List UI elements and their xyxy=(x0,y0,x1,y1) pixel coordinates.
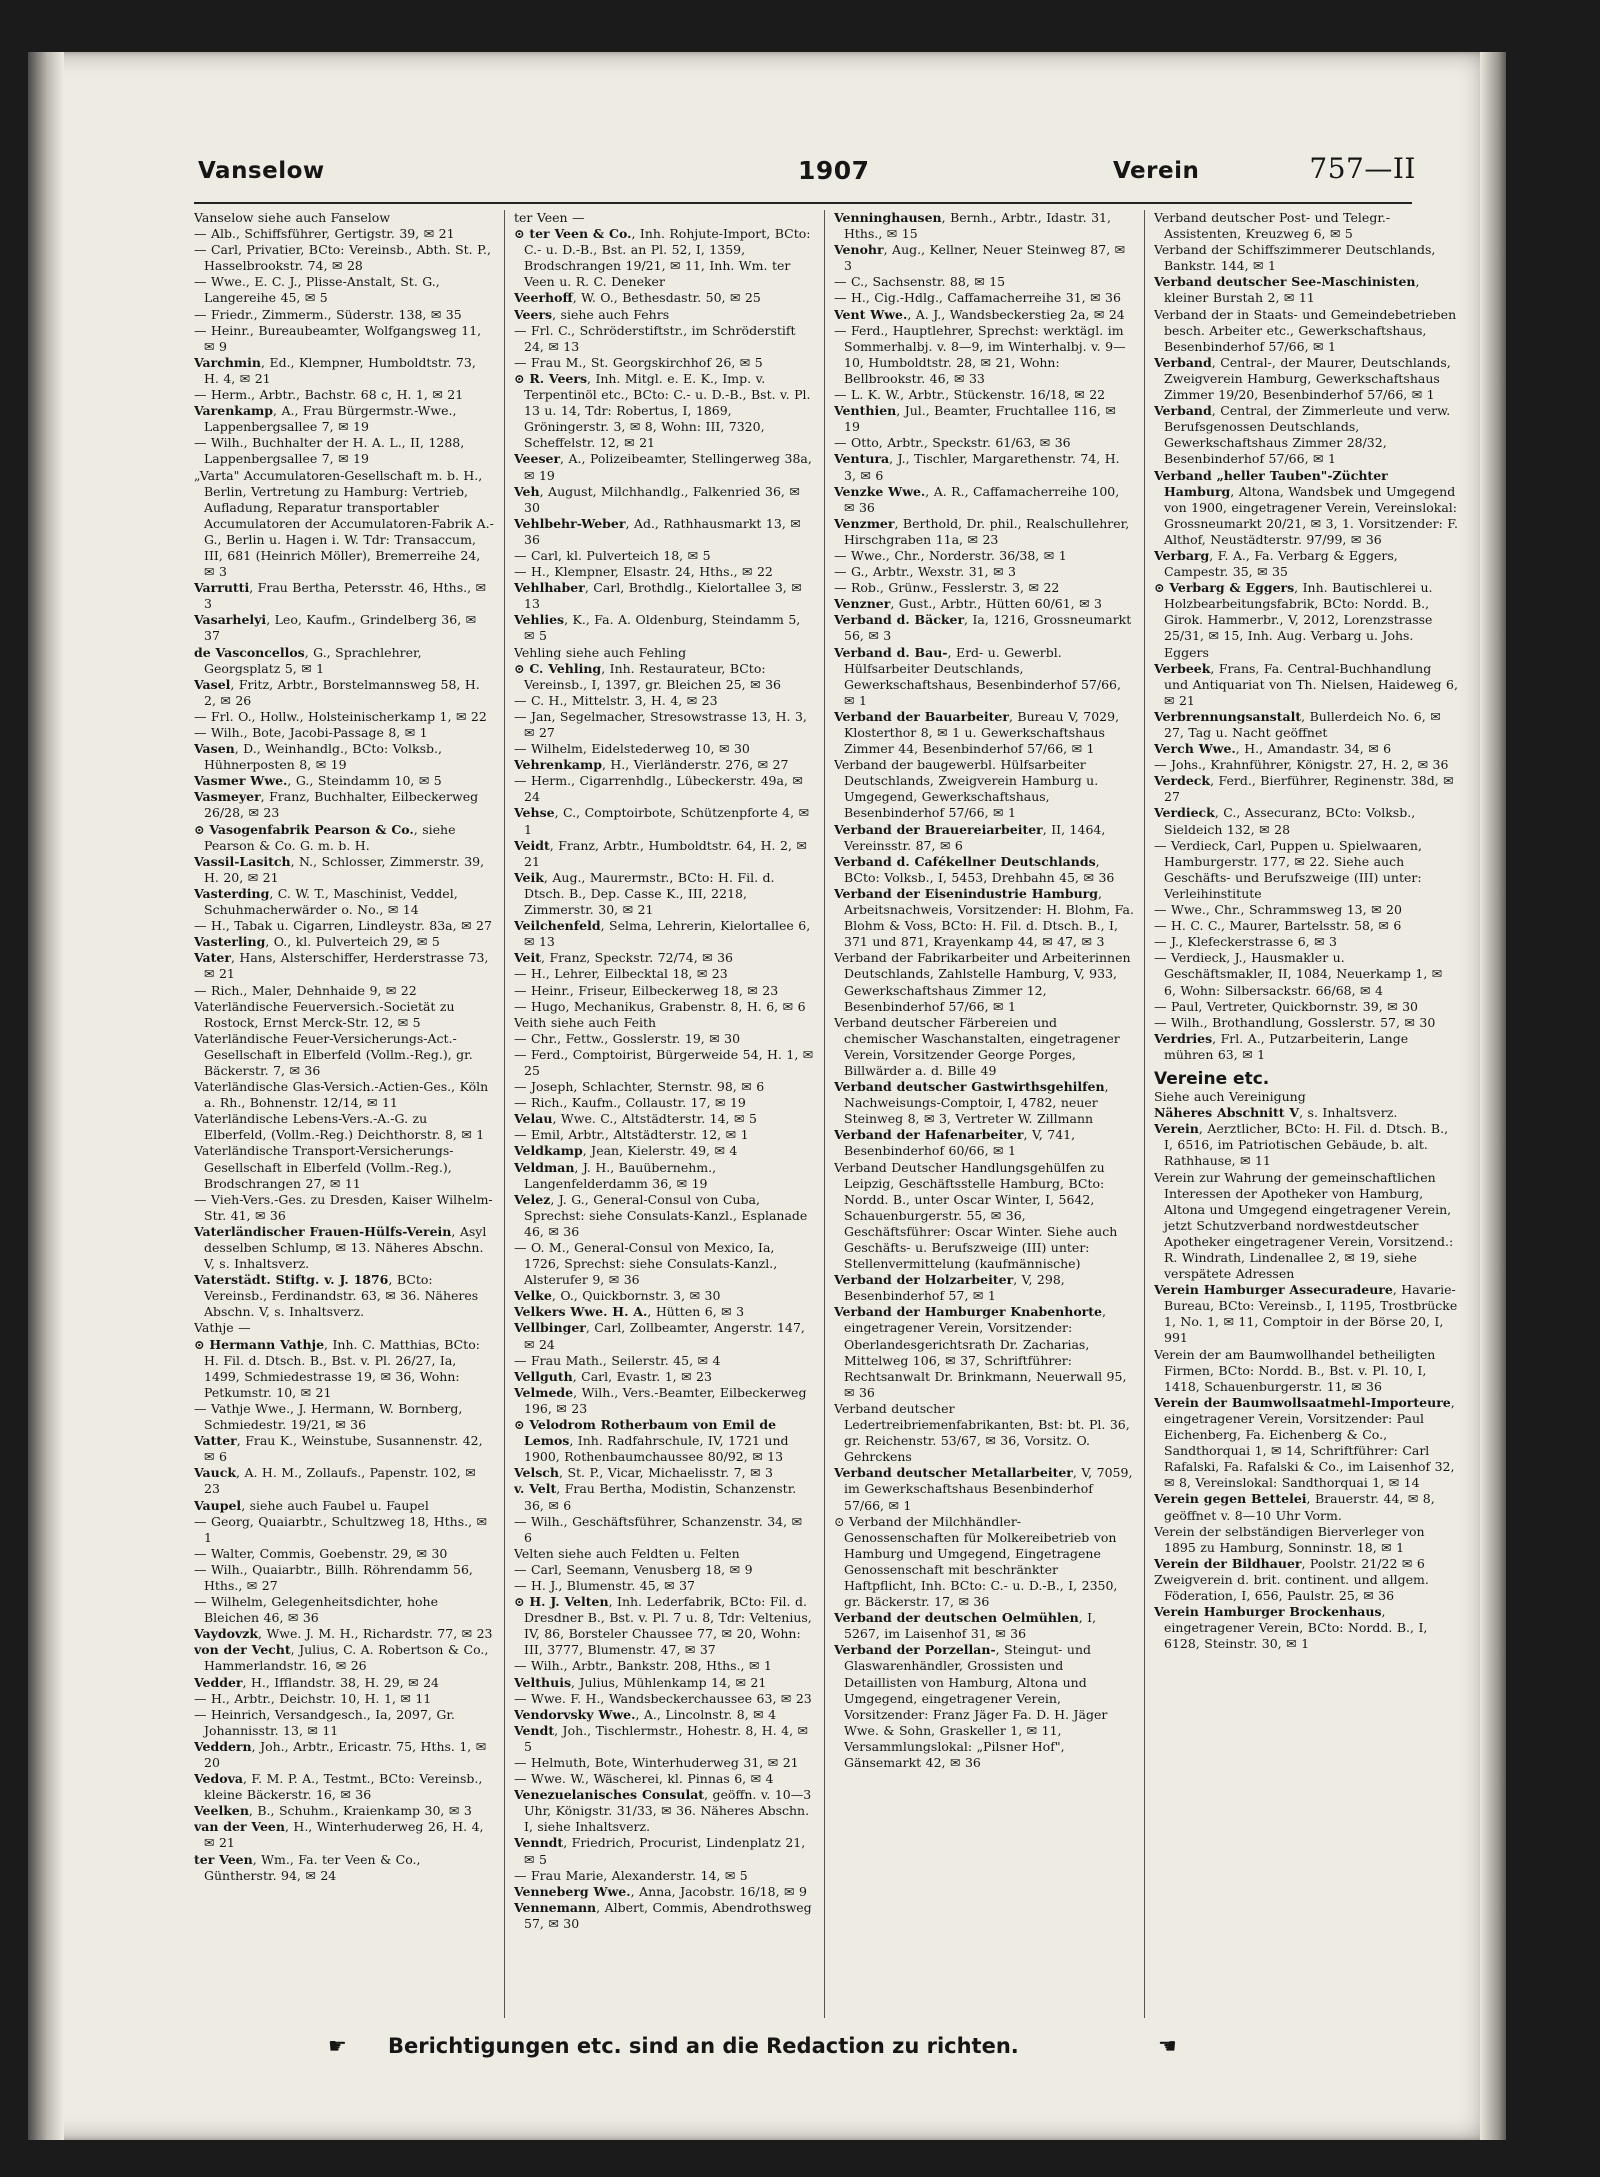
directory-entry: Verein gegen Bettelei, Brauerstr. 44, ✉ 8, geöffnet v. 8—10 Uhr Vorm. xyxy=(1154,1491,1435,1523)
directory-entry: Verein Hamburger Brockenhaus, eingetragener Verein, BCto: Nordd. B., I, 6128, Steinstr. 30, ✉ 1 xyxy=(1154,1604,1428,1652)
directory-entry: Velten siehe auch Feldten u. Felten xyxy=(514,1545,740,1561)
directory-entry: — Wwe., E. C. J., Plisse-Anstalt, St. G., Langereihe 45, ✉ 5 xyxy=(194,274,440,306)
directory-entry: — Johs., Krahnführer, Königstr. 27, H. 2, ✉ 36 xyxy=(1154,757,1449,773)
directory-entry: Veith siehe auch Feith xyxy=(514,1014,657,1030)
directory-entry: — Paul, Vertreter, Quickbornstr. 39, ✉ 30 xyxy=(1154,998,1419,1014)
directory-entry: v. Velt, Frau Bertha, Modistin, Schanzenstr. 36, ✉ 6 xyxy=(514,1481,797,1513)
directory-entry: Vauck, A. H. M., Zollaufs., Papenstr. 102, ✉ 23 xyxy=(194,1465,476,1497)
directory-entry: ⊙ Hermann Vathje, Inh. C. Matthias, BCto: H. Fil. d. Dtsch. B., Bst. v. Pl. 26/27, Ia, 1499, Schmiedestrasse 19, ✉ 36, Wohn: Petkumstr. 10, ✉ 21 xyxy=(194,1336,480,1400)
directory-entry: — Emil, Arbtr., Altstädterstr. 12, ✉ 1 xyxy=(514,1127,749,1143)
directory-entry: Venohr, Aug., Kellner, Neuer Steinweg 87, ✉ 3 xyxy=(834,242,1126,274)
directory-entry: — Wilh., Buchhalter der H. A. L., II, 1288, Lappenbergsallee 7, ✉ 19 xyxy=(194,435,465,467)
directory-entry: de Vasconcellos, G., Sprachlehrer, Georgsplatz 5, ✉ 1 xyxy=(194,644,422,676)
directory-entry: Verband der baugewerbl. Hülfsarbeiter Deutschlands, Zweigverein Hamburg u. Umgegend, Gewerkschaftshaus, Besenbinderhof 57/66, ✉ 1 xyxy=(834,757,1099,821)
column-3 xyxy=(834,210,1134,2018)
directory-entry: Verch Wwe., H., Amandastr. 34, ✉ 6 xyxy=(1154,741,1392,757)
directory-entry: — Frl. C., Schröderstiftstr., im Schröderstift 24, ✉ 13 xyxy=(514,322,796,354)
directory-entry: Velthuis, Julius, Mühlenkamp 14, ✉ 21 xyxy=(514,1674,767,1690)
directory-entry: — Wwe., Chr., Norderstr. 36/38, ✉ 1 xyxy=(834,547,1067,563)
directory-entry: — Helmuth, Bote, Winterhuderweg 31, ✉ 21 xyxy=(514,1755,799,1770)
directory-entry: ⊙ C. Vehling, Inh. Restaurateur, BCto: Vereinsb., I, 1397, gr. Bleichen 25, ✉ 36 xyxy=(514,660,781,692)
directory-entry: Vasmer Wwe., G., Steindamm 10, ✉ 5 xyxy=(194,773,442,789)
directory-entry: — Herm., Arbtr., Bachstr. 68 c, H. 1, ✉ 21 xyxy=(194,387,464,403)
directory-entry: Vaupel, siehe auch Faubel u. Faupel xyxy=(194,1497,429,1513)
directory-entry: Verband d. Cafékellner Deutschlands, BCto: Volksb., I, 5453, Drehbahn 45, ✉ 36 xyxy=(834,853,1115,885)
directory-entry: Verband der Eisenindustrie Hamburg, Arbeitsnachweis, Vorsitzender: H. Blohm, Fa. Blohm & Voss, BCto: H. Fil. d. Dtsch. B., I, 371 und 871, Krayenkamp 44, ✉ 47, ✉ 3 xyxy=(834,885,1134,950)
page-right-shadow xyxy=(1480,52,1506,2140)
directory-entry: Vasmeyer, Franz, Buchhalter, Eilbeckerweg 26/28, ✉ 23 xyxy=(194,789,479,821)
directory-entry: Vasterling, O., kl. Pulverteich 29, ✉ 5 xyxy=(194,934,440,950)
directory-entry: — Vathje Wwe., J. Hermann, W. Bornberg, Schmiedestr. 19/21, ✉ 36 xyxy=(194,1400,463,1433)
directory-entry: Verband „heller Tauben"-Züchter Hamburg, Altona, Wandsbek und Umgegend von 1900, eingetragener Verein, Vereinslokal: Grossneumarkt 20/21, ✉ 3, 1. Vorsitzender: F. Althof, Neustädterstr. 97/99, ✉ 36 xyxy=(1154,467,1458,547)
directory-entry: — Friedr., Zimmerm., Süderstr. 138, ✉ 35 xyxy=(194,306,462,322)
directory-entry: Vatter, Frau K., Weinstube, Susannenstr. 42, ✉ 6 xyxy=(194,1433,483,1465)
directory-entry: Verein der am Baumwollhandel betheiligten Firmen, BCto: Nordd. B., Bst. v. Pl. 10, I, 1418, Schauenburgerstr. 11, ✉ 36 xyxy=(1154,1346,1436,1394)
directory-entry: — Joseph, Schlachter, Sternstr. 98, ✉ 6 xyxy=(514,1079,765,1095)
directory-entry: Venzner, Gust., Arbtr., Hütten 60/61, ✉ 3 xyxy=(834,596,1103,612)
directory-entry: — Frau Marie, Alexanderstr. 14, ✉ 5 xyxy=(514,1867,748,1883)
column-1 xyxy=(194,210,494,2018)
directory-entry: — C. H., Mittelstr. 3, H. 4, ✉ 23 xyxy=(514,692,718,708)
directory-entry: Verband d. Bau-, Erd- u. Gewerbl. Hülfsarbeiter Deutschlands, Gewerkschaftshaus, Besenbinderhof 57/66, ✉ 1 xyxy=(834,644,1121,708)
directory-entry: — Wilh., Arbtr., Bankstr. 208, Hths., ✉ 1 xyxy=(514,1658,772,1674)
section-heading: Vereine etc. xyxy=(1154,1068,1270,1089)
directory-entry: Vater, Hans, Alsterschiffer, Herderstrasse 73, ✉ 21 xyxy=(194,950,489,982)
directory-entry: Veelken, B., Schuhm., Kraienkamp 30, ✉ 3 xyxy=(194,1803,472,1819)
directory-entry: Velke, O., Quickbornstr. 3, ✉ 30 xyxy=(514,1288,721,1304)
columns-container xyxy=(194,210,1458,2018)
running-header xyxy=(168,148,1416,190)
pointing-hand-left-icon: ☛ xyxy=(328,2034,347,2058)
directory-entry: — Frau M., St. Georgskirchhof 26, ✉ 5 xyxy=(514,354,763,370)
directory-entry: — Wwe., Chr., Schrammsweg 13, ✉ 20 xyxy=(1154,902,1402,918)
directory-entry: — Wilh., Quaiarbtr., Billh. Röhrendamm 56, Hths., ✉ 27 xyxy=(194,1561,473,1593)
directory-entry: — Wwe. W., Wäscherei, kl. Pinnas 6, ✉ 4 xyxy=(514,1771,774,1787)
directory-entry: Verband der Hamburger Knabenhorte, eingetragener Verein, Vorsitzender: Oberlandesgerichtsrath Dr. Zacharias, Mittelweg 106, ✉ 37, Schriftführer: Rechtsanwalt Dr. Brinkmann, Neuerwall 95, ✉ 36 xyxy=(834,1304,1127,1400)
directory-entry: — Jan, Segelmacher, Stresowstrasse 13, H. 3, ✉ 27 xyxy=(514,708,807,740)
directory-entry: Vaydovzk, Wwe. J. M. H., Richardstr. 77, ✉ 23 xyxy=(194,1626,493,1642)
directory-entry: Verein der Baumwollsaatmehl-Importeure, eingetragener Verein, Vorsitzender: Paul Eichenberg, Fa. Eichenberg & Co., Sandthorquai 1, ✉ 14, Schriftführer: Carl Rafalski, Fa. Rafalski & Co., im Laisenhof 32, ✉ 8, Vereinslokal: Sandthorquai 1, ✉ 14 xyxy=(1154,1394,1455,1491)
directory-entry: Vehlies, K., Fa. A. Oldenburg, Steindamm 5, ✉ 5 xyxy=(514,612,801,644)
directory-entry: Venezuelanisches Consulat, geöffn. v. 10—3 Uhr, Königstr. 31/33, ✉ 36. Näheres Abschn. I, siehe Inhaltsverz. xyxy=(514,1787,812,1835)
directory-entry: — Vieh-Vers.-Ges. zu Dresden, Kaiser Wilhelm-Str. 41, ✉ 36 xyxy=(194,1191,493,1223)
directory-entry: Veddern, Joh., Arbtr., Ericastr. 75, Hths. 1, ✉ 20 xyxy=(194,1738,487,1770)
directory-entry: Vellbinger, Carl, Zollbeamter, Angerstr. 147, ✉ 24 xyxy=(514,1320,805,1352)
directory-entry: — Walter, Commis, Goebenstr. 29, ✉ 30 xyxy=(194,1545,448,1561)
directory-entry: Verdieck, C., Assecuranz, BCto: Volksb., Sieldeich 132, ✉ 28 xyxy=(1154,805,1416,837)
directory-entry: Vedova, F. M. P. A., Testmt., BCto: Vereinsb., kleine Bäckerstr. 16, ✉ 36 xyxy=(194,1771,483,1803)
directory-entry: Verband deutscher Ledertreibriemenfabrikanten, Bst: bt. Pl. 36, gr. Reichenstr. 53/67, ✉ 36, Vorsitz. O. Gehrckens xyxy=(834,1400,1130,1465)
directory-entry: Verein Hamburger Assecuradeure, Havarie-Bureau, BCto: Vereinsb., I, 1195, Trostbrücke 1, No. 1, ✉ 11, Comptoir in der Börse 20, I, 991 xyxy=(1154,1282,1458,1346)
footer-notice xyxy=(328,2028,1228,2068)
directory-entry: Velmede, Wilh., Vers.-Beamter, Eilbeckerweg 196, ✉ 23 xyxy=(514,1384,807,1416)
directory-entry: Verband der Holzarbeiter, V, 298, Besenbinderhof 57, ✉ 1 xyxy=(834,1272,1065,1304)
column-4 xyxy=(1154,210,1458,2018)
directory-entry: ⊙ R. Veers, Inh. Mitgl. e. E. K., Imp. v. Terpentinöl etc., BCto: C.- u. D.-B., Bst. v. Pl. 13 u. 14, Tdr: Robertus, I, 1869, Gröningerstr. 3, ✉ 8, Wohn: III, 7320, Scheffelstr. 12, ✉ 21 xyxy=(514,370,811,451)
directory-entry: Verband der Brauereiarbeiter, II, 1464, Vereinsstr. 87, ✉ 6 xyxy=(834,821,1106,853)
directory-entry: — Carl, kl. Pulverteich 18, ✉ 5 xyxy=(514,547,711,563)
directory-entry: Verband der Hafenarbeiter, V, 741, Besenbinderhof 60/66, ✉ 1 xyxy=(834,1127,1076,1159)
directory-entry: — H., Cig.-Hdlg., Caffamacherreihe 31, ✉ 36 xyxy=(834,290,1121,306)
directory-entry: Vaterländische Lebens-Vers.-A.-G. zu Elberfeld, (Vollm.-Reg.) Deichthorstr. 8, ✉ 1 xyxy=(194,1111,485,1143)
directory-entry: Vehling siehe auch Fehling xyxy=(514,644,687,660)
directory-entry: — Georg, Quaiarbtr., Schultzweg 18, Hths., ✉ 1 xyxy=(194,1513,488,1545)
directory-entry: Verband deutscher Post- und Telegr.-Assistenten, Kreuzweg 6, ✉ 5 xyxy=(1154,210,1391,242)
directory-entry: Vehse, C., Comptoirbote, Schützenpforte 4, ✉ 1 xyxy=(514,805,810,837)
directory-entry: Verbarg, F. A., Fa. Verbarg & Eggers, Campestr. 35, ✉ 35 xyxy=(1154,547,1398,580)
directory-entry: Verband der in Staats- und Gemeindebetrieben besch. Arbeiter etc., Gewerkschaftshaus, Besenbinderhof 57/66, ✉ 1 xyxy=(1154,306,1457,354)
directory-entry: — J., Klefeckerstrasse 6, ✉ 3 xyxy=(1154,934,1338,950)
directory-entry: Siehe auch Vereinigung xyxy=(1154,1089,1306,1105)
directory-entry: Verband deutscher Gastwirthsgehilfen, Nachweisungs-Comptoir, I, 4782, neuer Steinweg 8, ✉ 3, Vertreter W. Zillmann xyxy=(834,1079,1109,1127)
directory-entry: Vaterländische Glas-Versich.-Actien-Ges., Köln a. Rh., Bohnenstr. 12/14, ✉ 11 xyxy=(194,1079,489,1111)
directory-entry: — Wilhelm, Gelegenheitsdichter, hohe Bleichen 46, ✉ 36 xyxy=(194,1594,438,1626)
directory-entry: — H., Arbtr., Deichstr. 10, H. 1, ✉ 11 xyxy=(194,1690,432,1706)
directory-entry: — Rich., Kaufm., Collaustr. 17, ✉ 19 xyxy=(514,1095,746,1111)
directory-entry: Venzke Wwe., A. R., Caffamacherreihe 100, ✉ 36 xyxy=(834,483,1120,515)
directory-entry: Veik, Aug., Maurermstr., BCto: H. Fil. d. Dtsch. B., Dep. Casse K., III, 2218, Zimmerstr. 30, ✉ 21 xyxy=(514,869,775,918)
directory-entry: van der Veen, H., Winterhuderweg 26, H. 4, ✉ 21 xyxy=(194,1819,484,1851)
directory-entry: — Chr., Fettw., Gosslerstr. 19, ✉ 30 xyxy=(514,1030,741,1046)
directory-entry: Veerhoff, W. O., Bethesdastr. 50, ✉ 25 xyxy=(514,290,761,306)
column-divider xyxy=(504,210,505,2018)
header-right-keyword: Verein xyxy=(1113,158,1200,184)
directory-entry: — Heinr., Bureaubeamter, Wolfgangsweg 11, ✉ 9 xyxy=(194,322,482,354)
page-number: 757—II xyxy=(1309,152,1416,185)
directory-entry: Vanselow siehe auch Fanselow xyxy=(194,210,391,225)
directory-entry: Verband Deutscher Handlungsgehülfen zu Leipzig, Geschäftsstelle Hamburg, BCto: Nordd. B., unter Oscar Winter, I, 5642, Schauenburgerstr. 55, ✉ 36, Geschäftsführer: Oscar Winter. Siehe auch Geschäfts- u. Berufszweige (III) unter: Stellenvermittelung (kaufmännische) xyxy=(834,1159,1118,1272)
directory-entry: Vasel, Fritz, Arbtr., Borstelmannsweg 58, H. 2, ✉ 26 xyxy=(194,676,480,708)
directory-entry: Verband deutscher Färbereien und chemischer Waschanstalten, eingetragener Verein, Vorsitzender George Porges, Billwärder a. d. Bille 49 xyxy=(834,1014,1120,1078)
directory-entry: ⊙ H. J. Velten, Inh. Lederfabrik, BCto: Fil. d. Dresdner B., Bst. v. Pl. 7 u. 8, Tdr: Veltenius, IV, 86, Borsteler Chaussee 77, ✉ 20, Wohn: III, 3777, Blumenstr. 47, ✉ 37 xyxy=(514,1594,812,1658)
directory-entry: Vedder, H., Ifflandstr. 38, H. 29, ✉ 24 xyxy=(194,1674,440,1690)
directory-entry: „Varta" Accumulatoren-Gesellschaft m. b. H., Berlin, Vertretung zu Hamburg: Vertrieb, Aufladung, Reparatur transportabler Accumulatoren der Accumulatoren-Fabrik A.-G., Berlin u. Hagen i. W. Tdr: Transaccum, III, 681 (Heinrich Möller), Bremerreihe 24, ✉ 3 xyxy=(194,467,494,580)
directory-entry: Verband deutscher See-Maschinisten, kleiner Burstah 2, ✉ 11 xyxy=(1154,274,1420,306)
directory-entry: Venthien, Jul., Beamter, Fruchtallee 116, ✉ 19 xyxy=(834,403,1116,435)
directory-entry: Venzmer, Berthold, Dr. phil., Realschullehrer, Hirschgraben 11a, ✉ 23 xyxy=(834,515,1130,547)
directory-entry: Venninghausen, Bernh., Arbtr., Idastr. 31, Hths., ✉ 15 xyxy=(834,210,1111,242)
directory-entry: Vaterländische Transport-Versicherungs-Gesellschaft in Elberfeld (Vollm.-Reg.), Brodschrangen 27, ✉ 11 xyxy=(194,1143,454,1191)
header-year: 1907 xyxy=(798,156,870,185)
directory-entry: Vehlbehr-Weber, Ad., Rathhausmarkt 13, ✉ 36 xyxy=(514,515,801,547)
directory-entry: Verband d. Bäcker, Ia, 1216, Grossneumarkt 56, ✉ 3 xyxy=(834,612,1132,644)
directory-entry: — Wilhelm, Eidelstederweg 10, ✉ 30 xyxy=(514,741,750,757)
directory-entry: — H., Klempner, Elsastr. 24, Hths., ✉ 22 xyxy=(514,564,773,580)
directory-entry: Varenkamp, A., Frau Bürgermstr.-Wwe., Lappenbergsallee 7, ✉ 19 xyxy=(194,403,457,435)
directory-entry: — Otto, Arbtr., Speckstr. 61/63, ✉ 36 xyxy=(834,435,1071,451)
directory-entry: — Ferd., Comptoirist, Bürgerweide 54, H. 1, ✉ 25 xyxy=(514,1046,814,1078)
directory-entry: Verbeek, Frans, Fa. Central-Buchhandlung und Antiquariat von Th. Nielsen, Haideweg 6, ✉ 21 xyxy=(1154,660,1458,708)
directory-entry: — Wilh., Brothandlung, Gosslerstr. 57, ✉ 30 xyxy=(1154,1014,1436,1030)
directory-entry: — Rob., Grünw., Fesslerstr. 3, ✉ 22 xyxy=(834,580,1060,596)
directory-entry: ⊙ Vasogenfabrik Pearson & Co., siehe Pearson & Co. G. m. b. H. xyxy=(194,821,456,853)
directory-entry: Vaterländische Feuerversich.-Societät zu Rostock, Ernst Merck-Str. 12, ✉ 5 xyxy=(194,998,455,1030)
directory-entry: Venneberg Wwe., Anna, Jacobstr. 16/18, ✉ 9 xyxy=(514,1883,807,1899)
directory-entry: — Wilh., Geschäftsführer, Schanzenstr. 34, ✉ 6 xyxy=(514,1513,803,1545)
footer-text: Berichtigungen etc. sind an die Redaction zu richten. xyxy=(388,2034,1019,2058)
directory-entry: Vasarhelyi, Leo, Kaufm., Grindelberg 36, ✉ 37 xyxy=(194,612,477,644)
page-left-shadow xyxy=(28,52,64,2140)
directory-entry: Verband der Schiffszimmerer Deutschlands, Bankstr. 144, ✉ 1 xyxy=(1154,242,1436,274)
directory-entry: Vendt, Joh., Tischlermstr., Hohestr. 8, H. 4, ✉ 5 xyxy=(514,1722,809,1754)
directory-entry: Vassil-Lasitch, N., Schlosser, Zimmerstr. 39, H. 20, ✉ 21 xyxy=(194,853,485,885)
directory-entry: Veeser, A., Polizeibeamter, Stellingerweg 38a, ✉ 19 xyxy=(514,451,812,483)
directory-entry: Vaterländische Feuer-Versicherungs-Act.-Gesellschaft in Elberfeld (Vollm.-Reg.), gr. Bäckerstr. 7, ✉ 36 xyxy=(194,1030,473,1078)
directory-entry: Vent Wwe., A. J., Wandsbeckerstieg 2a, ✉ 24 xyxy=(834,306,1125,322)
directory-entry: — Alb., Schiffsführer, Gertigstr. 39, ✉ 21 xyxy=(194,226,455,242)
directory-entry: ter Veen, Wm., Fa. ter Veen & Co., Güntherstr. 94, ✉ 24 xyxy=(194,1851,421,1883)
directory-entry: Velau, Wwe. C., Altstädterstr. 14, ✉ 5 xyxy=(514,1111,757,1127)
directory-entry: Velkers Wwe. H. A., Hütten 6, ✉ 3 xyxy=(514,1304,745,1320)
directory-entry: — Carl, Privatier, BCto: Vereinsb., Abth. St. P., Hasselbrookstr. 74, ✉ 28 xyxy=(194,242,491,274)
directory-entry: — Verdieck, J., Hausmakler u. Geschäftsmakler, II, 1084, Neuerkamp 1, ✉ 6, Wohn: Silbersackstr. 66/68, ✉ 4 xyxy=(1154,950,1443,998)
directory-entry: von der Vecht, Julius, C. A. Robertson & Co., Hammerlandstr. 16, ✉ 26 xyxy=(194,1642,489,1674)
column-divider xyxy=(824,210,825,2018)
directory-entry: Vasen, D., Weinhandlg., BCto: Volksb., Hühnerposten 8, ✉ 19 xyxy=(194,741,442,773)
directory-entry: Veldkamp, Jean, Kielerstr. 49, ✉ 4 xyxy=(514,1143,738,1159)
directory-entry: Verband der Bauarbeiter, Bureau V, 7029, Klosterthor 8, ✉ 1 u. Gewerkschaftshaus Zimmer 44, Besenbinderhof 57/66, ✉ 1 xyxy=(834,708,1120,757)
directory-entry: Zweigverein d. brit. continent. und allgem. Föderation, I, 656, Paulstr. 25, ✉ 36 xyxy=(1154,1571,1429,1603)
directory-entry: — Wilh., Bote, Jacobi-Passage 8, ✉ 1 xyxy=(194,725,428,740)
directory-entry: Verbrennungsanstalt, Bullerdeich No. 6, ✉ 27, Tag u. Nacht geöffnet xyxy=(1154,708,1441,740)
directory-entry: Verein zur Wahrung der gemeinschaftlichen Interessen der Apotheker von Hamburg, Altona und Umgegend eingetragener Verein, jetzt Schutzverband nordwestdeutscher Apotheker eingetragener Verein, Vorsitzend.: R. Windrath, Lindenallee 2, ✉ 19, siehe verspätete Adressen xyxy=(1154,1169,1454,1282)
directory-entry: — G., Arbtr., Wexstr. 31, ✉ 3 xyxy=(834,564,1016,580)
directory-entry: Ventura, J., Tischler, Margarethenstr. 74, H. 3, ✉ 6 xyxy=(834,451,1120,483)
directory-entry: Velez, J. G., General-Consul von Cuba, Sprechst: siehe Consulats-Kanzl., Esplanade 46, ✉ 36 xyxy=(514,1191,808,1239)
directory-entry: Vathje — xyxy=(194,1320,251,1336)
directory-entry: Verdries, Frl. A., Putzarbeiterin, Lange mühren 63, ✉ 1 xyxy=(1154,1030,1409,1062)
directory-entry: Verdeck, Ferd., Bierführer, Reginenstr. 38d, ✉ 27 xyxy=(1154,773,1454,805)
directory-entry: Verein, Aerztlicher, BCto: H. Fil. d. Dtsch. B., I, 6516, im Patriotischen Gebäude, b. alt. Rathhause, ✉ 11 xyxy=(1154,1121,1449,1169)
directory-entry: — H. C. C., Maurer, Bartelsstr. 58, ✉ 6 xyxy=(1154,918,1402,934)
directory-entry: Veers, siehe auch Fehrs xyxy=(514,306,670,322)
pointing-hand-right-icon: ☚ xyxy=(1158,2034,1177,2058)
directory-entry: Veh, August, Milchhandlg., Falkenried 36, ✉ 30 xyxy=(514,483,800,515)
directory-entry: ⊙ Verbarg & Eggers, Inh. Bautischlerei u. Holzbearbeitungsfabrik, BCto: Nordd. B., Girok. Hammerbr., V, 2012, Lorenzstrasse 25/31, ✉ 15, Inh. Aug. Verbarg u. Johs. Eggers xyxy=(1154,580,1433,660)
directory-entry: — O. M., General-Consul von Mexico, Ia, 1726, Sprechst: siehe Consulats-Kanzl., Alsterufer 9, ✉ 36 xyxy=(514,1240,778,1288)
directory-entry: — H., Tabak u. Cigarren, Lindleystr. 83a, ✉ 27 xyxy=(194,918,492,934)
directory-entry: — C., Sachsenstr. 88, ✉ 15 xyxy=(834,274,1006,290)
directory-entry: — Rich., Maler, Dehnhaide 9, ✉ 22 xyxy=(194,982,417,998)
directory-entry: Veilchenfeld, Selma, Lehrerin, Kielortallee 6, ✉ 13 xyxy=(514,918,811,950)
directory-entry: ter Veen — xyxy=(514,210,585,225)
directory-entry: — H. J., Blumenstr. 45, ✉ 37 xyxy=(514,1577,696,1593)
directory-entry: Vendorvsky Wwe., A., Lincolnstr. 8, ✉ 4 xyxy=(514,1706,777,1722)
directory-entry: ⊙ Velodrom Rotherbaum von Emil de Lemos, Inh. Radfahrschule, IV, 1721 und 1900, Rothenbaumchaussee 80/92, ✉ 13 xyxy=(514,1417,789,1465)
directory-entry: Varchmin, Ed., Klempner, Humboldtstr. 73, H. 4, ✉ 21 xyxy=(194,354,476,386)
directory-entry: Näheres Abschnitt V, s. Inhaltsverz. xyxy=(1154,1105,1398,1121)
header-left-keyword: Vanselow xyxy=(198,158,325,184)
header-rule xyxy=(194,202,1412,204)
directory-entry: Verband der Fabrikarbeiter und Arbeiterinnen Deutschlands, Zahlstelle Hamburg, V, 933, Gewerkschaftshaus Zimmer 12, Besenbinderhof 57/66, ✉ 1 xyxy=(834,950,1131,1014)
directory-entry: Verband der Porzellan-, Steingut- und Glaswarenhändler, Grossisten und Detaillisten von Hamburg, Altona und Umgegend, eingetragener Verein, Vorsitzender: Franz Jäger Fa. D. H. Jäger Wwe. & Sohn, Graskeller 1, ✉ 11, Versammlungslokal: „Pilsner Hof", Gänsemarkt 42, ✉ 36 xyxy=(834,1642,1108,1770)
directory-entry: — Ferd., Hauptlehrer, Sprechst: werktägl. im Sommerhalbj. v. 8—9, im Winterhalbj. v. 9—10, Humboldtstr. 28, ✉ 21, Wohn: Bellbrookstr. 46, ✉ 33 xyxy=(834,322,1126,386)
directory-entry: Verband, Central-, der Maurer, Deutschlands, Zweigverein Hamburg, Gewerkschaftshaus Zimmer 19/20, Besenbinderhof 57/66, ✉ 1 xyxy=(1154,354,1451,403)
directory-entry: Vaterstädt. Stiftg. v. J. 1876, BCto: Vereinsb., Ferdinandstr. 63, ✉ 36. Näheres Abschn. V, s. Inhaltsverz. xyxy=(194,1272,479,1320)
directory-entry: Veidt, Franz, Arbtr., Humboldtstr. 64, H. 2, ✉ 21 xyxy=(514,837,807,869)
column-divider xyxy=(1144,210,1145,2018)
directory-entry: Vellguth, Carl, Evastr. 1, ✉ 23 xyxy=(514,1368,712,1384)
column-2 xyxy=(514,210,814,2018)
directory-entry: — Verdieck, Carl, Puppen u. Spielwaaren, Hamburgerstr. 177, ✉ 22. Siehe auch Geschäfts- und Berufszweige (III) unter: Verleihinstitute xyxy=(1154,837,1422,901)
directory-entry: Verein der Bildhauer, Poolstr. 21/22 ✉ 6 xyxy=(1154,1555,1425,1571)
directory-entry: Vaterländischer Frauen-Hülfs-Verein, Asyl desselben Schlump, ✉ 13. Näheres Abschn. V, s. Inhaltsverz. xyxy=(194,1223,487,1272)
directory-entry: — Wwe. F. H., Wandsbeckerchaussee 63, ✉ 23 xyxy=(514,1690,812,1706)
directory-entry: — H., Lehrer, Eilbecktal 18, ✉ 23 xyxy=(514,966,728,982)
directory-entry: Velsch, St. P., Vicar, Michaelisstr. 7, ✉ 3 xyxy=(514,1465,773,1481)
directory-entry: — Heinrich, Versandgesch., Ia, 2097, Gr. Johannisstr. 13, ✉ 11 xyxy=(194,1706,455,1738)
directory-entry: ⊙ ter Veen & Co., Inh. Rohjute-Import, BCto: C.- u. D.-B., Bst. an Pl. 52, I, 1359, Brodschrangen 19/21, ✉ 11, Inh. Wm. ter Veen u. R. C. Deneker xyxy=(514,226,811,290)
directory-entry: Vehlhaber, Carl, Brothdlg., Kielortallee 3, ✉ 13 xyxy=(514,580,802,612)
directory-entry: ⊙ Verband der Milchhändler-Genossenschaften für Molkereibetrieb von Hamburg und Umgegend, Eingetragene Genossenschaft mit beschränkter Haftpflicht, Inh. BCto: C.- u. D.-B., I, 2350, gr. Bäckerstr. 17, ✉ 36 xyxy=(834,1513,1118,1610)
directory-entry: — Frau Math., Seilerstr. 45, ✉ 4 xyxy=(514,1352,721,1368)
directory-entry: Veit, Franz, Speckstr. 72/74, ✉ 36 xyxy=(514,950,734,966)
directory-entry: Venndt, Friedrich, Procurist, Lindenplatz 21, ✉ 5 xyxy=(514,1835,806,1867)
directory-entry: Verein der selbständigen Bierverleger von 1895 zu Hamburg, Sonninstr. 18, ✉ 1 xyxy=(1154,1523,1425,1555)
directory-entry: — Herm., Cigarrenhdlg., Lübeckerstr. 49a, ✉ 24 xyxy=(514,773,803,805)
directory-entry: — Hugo, Mechanikus, Grabenstr. 8, H. 6, ✉ 6 xyxy=(514,998,806,1014)
directory-entry: Vehrenkamp, H., Vierländerstr. 276, ✉ 27 xyxy=(514,757,789,773)
directory-entry: — Frl. O., Hollw., Holsteinischerkamp 1, ✉ 22 xyxy=(194,708,487,724)
directory-entry: — Heinr., Friseur, Eilbeckerweg 18, ✉ 23 xyxy=(514,982,779,998)
directory-entry: Verband, Central, der Zimmerleute und verw. Berufsgenossen Deutschlands, Gewerkschaftshaus Zimmer 28/32, Besenbinderhof 57/66, ✉ 1 xyxy=(1154,403,1451,467)
directory-entry: Verband der deutschen Oelmühlen, I, 5267, im Laisenhof 31, ✉ 36 xyxy=(834,1610,1097,1642)
directory-entry: Vennemann, Albert, Commis, Abendrothsweg 57, ✉ 30 xyxy=(514,1899,812,1931)
directory-entry: Varrutti, Frau Bertha, Petersstr. 46, Hths., ✉ 3 xyxy=(194,580,487,612)
directory-entry: — L. K. W., Arbtr., Stückenstr. 16/18, ✉ 22 xyxy=(834,387,1106,403)
directory-page xyxy=(28,52,1506,2140)
directory-entry: Verband deutscher Metallarbeiter, V, 7059, im Gewerkschaftshaus Besenbinderhof 57/66, ✉ 1 xyxy=(834,1465,1133,1513)
directory-entry: Vasterding, C. W. T., Maschinist, Veddel, Schuhmacherwärder o. No., ✉ 14 xyxy=(194,885,458,918)
directory-entry: — Carl, Seemann, Venusberg 18, ✉ 9 xyxy=(514,1561,753,1577)
directory-entry: Veldman, J. H., Bauübernehm., Langenfelderdamm 36, ✉ 19 xyxy=(514,1159,717,1191)
